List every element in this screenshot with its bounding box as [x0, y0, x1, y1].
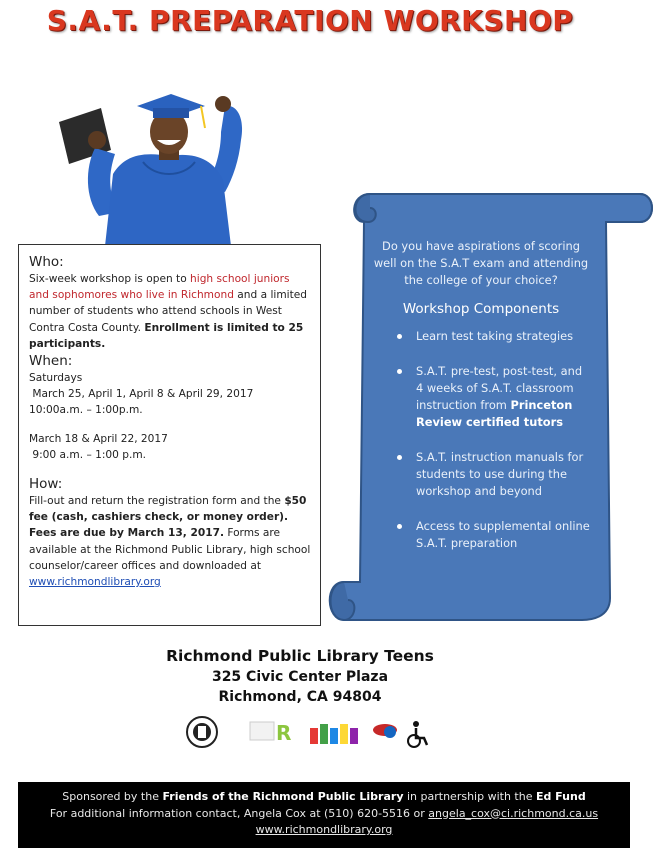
library-r-logo	[250, 721, 291, 745]
scroll-question: Do you have aspirations of scoring well on the S.A.T exam and attending the college of your choice?	[373, 239, 589, 287]
who-text	[29, 271, 311, 352]
who-text-2: and a limited number of students who attend schools in West Contra Costa County.	[29, 289, 308, 334]
address-line-3: Richmond, CA 94804	[218, 689, 382, 705]
wheelchair-accessibility-icon	[408, 721, 427, 747]
list-item	[370, 449, 592, 500]
who-text-1: Six-week workshop is open to	[29, 273, 191, 285]
footer-site-link[interactable]: www.richmondlibrary.org	[255, 823, 393, 836]
partner-logos	[180, 712, 440, 752]
component-3: S.A.T. instruction manuals for students to use during the workshop and beyond	[416, 450, 584, 498]
sponsor-footer	[18, 782, 630, 848]
ed-fund: Ed Fund	[535, 790, 586, 803]
friends-of-library: Friends of the Richmond Public Library	[162, 790, 404, 803]
address-line-2: 325 Civic Center Plaza	[211, 669, 389, 685]
scroll-content	[370, 238, 592, 570]
when-heading: When:	[29, 353, 73, 370]
library-link[interactable]: www.richmondlibrary.org	[29, 576, 161, 589]
how-text	[29, 493, 311, 590]
list-item	[370, 328, 592, 345]
graduate-photo	[55, 88, 285, 246]
list-item	[370, 518, 592, 552]
page-title: S.A.T. PREPARATION WORKSHOP	[46, 4, 574, 37]
component-4: Access to supplemental online S.A.T. preparation	[416, 519, 590, 550]
address-line-1: Richmond Public Library Teens	[166, 647, 434, 665]
info-box	[18, 244, 321, 626]
ed-fund-logo	[373, 724, 397, 738]
teens-logo	[310, 724, 358, 744]
when-line-4: March 18 & April 22, 2017	[29, 432, 168, 445]
how-heading: How:	[29, 476, 63, 493]
component-2-tutors: Princeton Review certified tutors	[416, 398, 573, 429]
component-1: Learn test taking strategies	[416, 329, 574, 343]
library-address	[90, 646, 510, 707]
when-line-1: Saturdays	[29, 372, 83, 385]
svg-text:R: R	[276, 721, 292, 745]
contact-email-link[interactable]: angela_cox@ci.richmond.ca.us	[428, 806, 599, 820]
when-line-2: March 25, April 1, April 8 & April 29, 2017	[29, 388, 254, 401]
bullet-icon	[397, 369, 402, 374]
fee-info: $50 fee (cash, cashiers check, or money order). Fees are due by March 13, 2017.	[29, 495, 307, 540]
who-eligibility: high school juniors and sophomores who live in Richmond	[29, 273, 290, 302]
who-heading: Who:	[29, 254, 64, 270]
how-text-1: Fill-out and return the registration form and the	[29, 495, 285, 508]
when-line-5: 9:00 a.m. – 1:00 p.m.	[29, 448, 147, 461]
how-text-2: Forms are available at the Richmond Public Library, high school counselor/career offices and downloaded at	[29, 527, 311, 572]
footer-sponsor-line	[18, 789, 630, 806]
workshop-components-heading: Workshop Components	[402, 301, 560, 317]
list-item	[370, 363, 592, 431]
footer-site-line	[18, 822, 630, 839]
components-list	[370, 328, 592, 552]
component-2: S.A.T. pre-test, post-test, and 4 weeks of S.A.T. classroom instruction from	[416, 364, 583, 412]
bullet-icon	[397, 334, 402, 339]
bullet-icon	[397, 455, 402, 460]
when-line-3: 10:00a.m. – 1:00p.m.	[29, 404, 143, 417]
contact-text: For additional information contact, Angela Cox at (510) 620-5516 or	[49, 806, 429, 820]
footer-text-2: in partnership with the	[403, 790, 536, 803]
school-district-seal-logo	[187, 717, 217, 747]
footer-contact-line	[18, 806, 630, 823]
enrollment-limit: Enrollment is limited to 25 participants.	[29, 321, 304, 350]
bullet-icon	[397, 524, 402, 529]
footer-text-1: Sponsored by the	[62, 790, 163, 803]
